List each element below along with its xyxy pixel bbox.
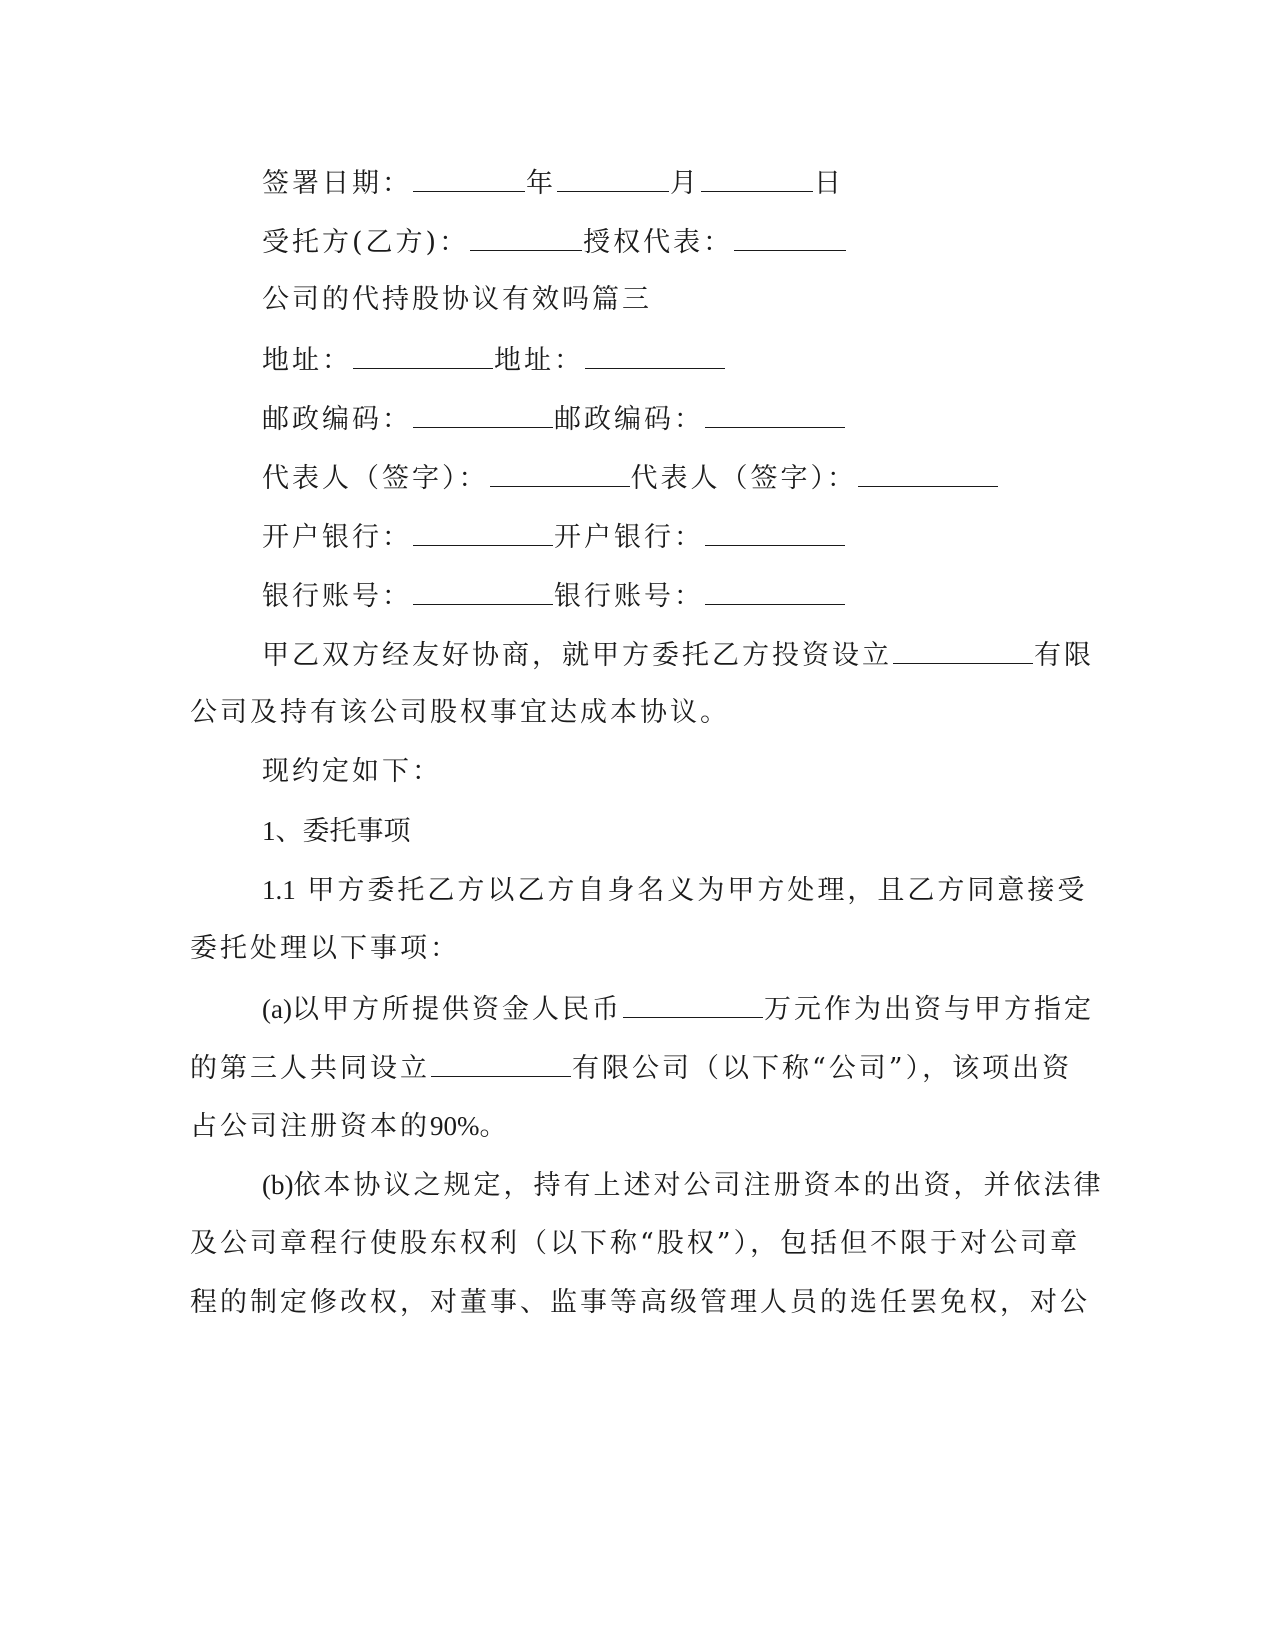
representative-blank-b — [858, 459, 998, 487]
account-blank-a — [413, 577, 553, 605]
bank-label-a: 开户银行： — [262, 522, 412, 553]
clause-1-1-text: 甲方委托乙方以乙方自身名义为甲方处理，且乙方同意接受 — [307, 875, 1088, 906]
postcode-label-b: 邮政编码： — [554, 404, 704, 435]
postcode-blank-a — [413, 400, 553, 428]
party-b-blank — [470, 223, 582, 251]
postcode-blank-b — [705, 400, 845, 428]
account-label-b: 银行账号： — [554, 581, 704, 612]
item-b-text-1: 依本协议之规定，持有上述对公司注册资本的出资，并依法律 — [293, 1170, 1104, 1201]
party-b-line — [262, 223, 847, 259]
item-a-line-3 — [190, 1108, 510, 1144]
day-label: 日 — [814, 168, 844, 199]
intro-text-2: 有限 — [1034, 640, 1094, 671]
item-b-line-3: 程的制定修改权，对董事、监事等高级管理人员的选任罢免权，对公 — [190, 1287, 1090, 1318]
sign-date-line — [262, 164, 844, 200]
item-b-line-1 — [262, 1167, 1103, 1203]
address-blank-a — [353, 341, 493, 369]
clause-1-1-line-1 — [262, 872, 1087, 908]
company-blank — [431, 1049, 571, 1077]
amount-blank — [623, 990, 763, 1018]
clause-1-title — [262, 813, 411, 849]
agreed-heading: 现约定如下： — [262, 756, 442, 787]
postcode-line — [262, 400, 846, 436]
postcode-label-a: 邮政编码： — [262, 404, 412, 435]
address-line — [262, 341, 726, 377]
bank-label-b: 开户银行： — [554, 522, 704, 553]
bank-line — [262, 518, 846, 554]
clause-1-1-number: 1.1 — [262, 875, 296, 905]
item-b-mark: (b) — [262, 1170, 294, 1200]
representative-line — [262, 459, 999, 495]
month-label: 月 — [670, 168, 700, 199]
intro-line-2: 公司及持有该公司股权事宜达成本协议。 — [190, 697, 730, 728]
intro-line-1 — [262, 636, 1094, 672]
bank-blank-a — [413, 518, 553, 546]
item-a-text-2: 万元作为出资与甲方指定 — [763, 994, 1094, 1025]
item-b-line-2: 及公司章程行使股东权利（以下称“股权”），包括但不限于对公司章 — [190, 1228, 1081, 1259]
section-title: 公司的代持股协议有效吗篇三 — [262, 284, 652, 315]
address-label-a: 地址： — [262, 345, 352, 376]
party-b-rep-label: 授权代表： — [583, 227, 734, 258]
clause-1-title-text: 1、委托事项 — [262, 816, 411, 846]
party-b-label: 受托方(乙方)： — [262, 227, 470, 258]
item-a-line-2 — [190, 1049, 1072, 1085]
item-a-line-3-end: 。 — [479, 1111, 510, 1142]
clause-1-1-line-2: 委托处理以下事项： — [190, 933, 460, 964]
intro-text-1: 甲乙双方经友好协商，就甲方委托乙方投资设立 — [262, 640, 892, 671]
share-percentage: 90% — [430, 1111, 480, 1141]
item-a-text-1: 以甲方所提供资金人民币 — [291, 994, 622, 1025]
address-blank-b — [585, 341, 725, 369]
account-label-a: 银行账号： — [262, 581, 412, 612]
item-a-line-1 — [262, 990, 1094, 1026]
representative-blank-a — [490, 459, 630, 487]
month-blank — [557, 164, 669, 192]
day-blank — [701, 164, 813, 192]
item-a-line-2-text-2: 有限公司（以下称“公司”），该项出资 — [572, 1053, 1073, 1084]
representative-label-b: 代表人（签字）： — [630, 463, 857, 494]
year-blank — [413, 164, 525, 192]
year-label: 年 — [526, 168, 556, 199]
item-a-line-3-text: 占公司注册资本的 — [190, 1111, 430, 1142]
company-name-blank — [893, 636, 1033, 664]
account-line — [262, 577, 846, 613]
address-label-b: 地址： — [494, 345, 584, 376]
sign-date-label: 签署日期： — [262, 168, 412, 199]
representative-label-a: 代表人（签字）： — [262, 463, 489, 494]
item-a-mark: (a) — [262, 994, 292, 1024]
item-a-line-2-text-1: 的第三人共同设立 — [190, 1053, 430, 1084]
bank-blank-b — [705, 518, 845, 546]
party-b-rep-blank — [734, 223, 846, 251]
account-blank-b — [705, 577, 845, 605]
